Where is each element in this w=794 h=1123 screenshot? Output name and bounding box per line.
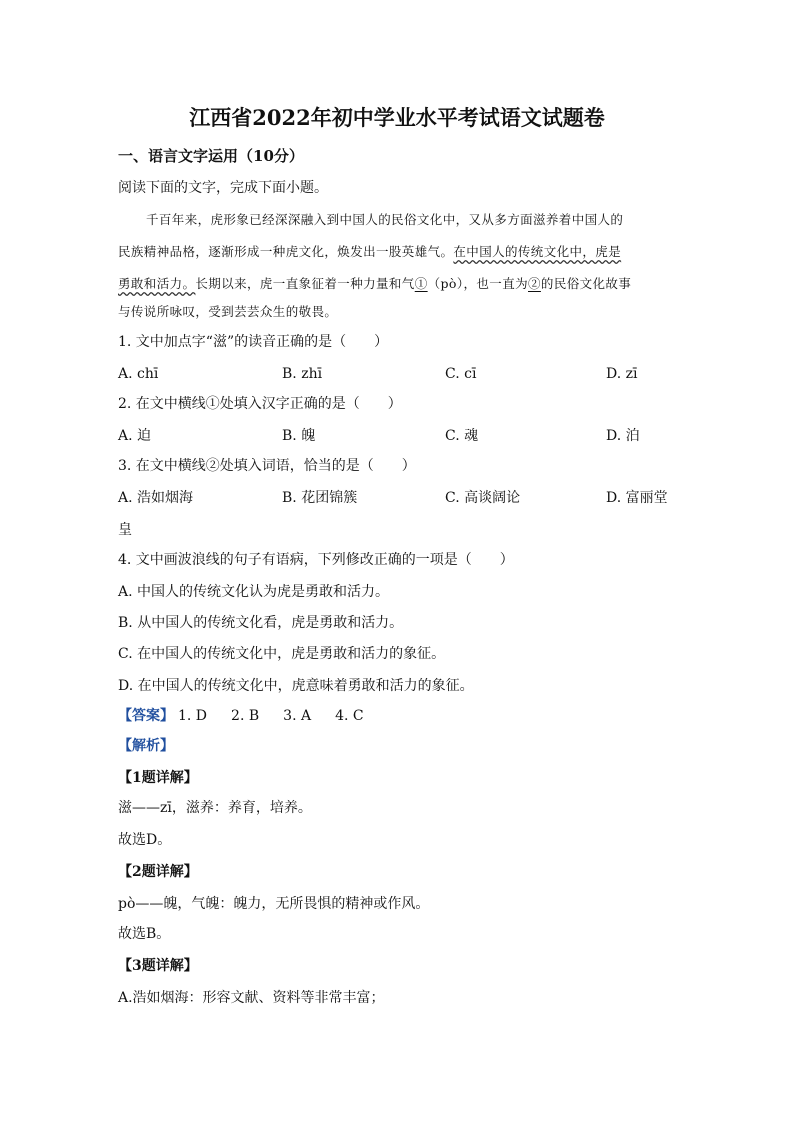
detail-1-tag: 【1题详解】 — [118, 770, 198, 786]
q1-option-a: A. chī — [118, 366, 159, 382]
passage-text: 的民俗文化故事 — [540, 276, 632, 291]
q4-option-b: B. 从中国人的传统文化看，虎是勇敢和活力。 — [118, 615, 404, 631]
wavy-sentence-part-2: 勇敢和活力。 — [118, 276, 196, 291]
detail-1-text: 滋——zī，滋养：养育，培养。 — [118, 800, 312, 816]
q3-option-a: A. 浩如烟海 — [118, 490, 194, 506]
q3-option-d-wrap: 皇 — [118, 522, 132, 538]
q2-option-b: B. 魄 — [282, 428, 316, 444]
passage-line-4: 与传说所咏叹，受到芸芸众生的敬畏。 — [118, 304, 338, 319]
answer-2: 2. B — [231, 708, 260, 724]
detail-2-choice: 故选B。 — [118, 926, 171, 942]
passage-text: 民族精神品格，逐渐形成一种虎文化，焕发出一股英雄气。 — [118, 244, 454, 259]
answer-1: 1. D — [178, 708, 208, 724]
q1-option-b: B. zhī — [282, 366, 323, 382]
detail-2-text: pò——魄，气魄：魄力，无所畏惧的精神或作风。 — [118, 896, 430, 912]
section-heading: 一、语言文字运用（10分） — [118, 147, 304, 165]
question-3-stem: 3. 在文中横线②处填入词语，恰当的是（ ） — [118, 458, 416, 474]
answer-list — [178, 708, 388, 724]
q2-option-a: A. 迫 — [118, 428, 152, 444]
answer-4: 4. C — [335, 708, 364, 724]
q4-option-a: A. 中国人的传统文化认为虎是勇敢和活力。 — [118, 584, 390, 600]
detail-1-choice: 故选D。 — [118, 832, 172, 848]
q3-option-d: D. 富丽堂 — [606, 490, 668, 506]
detail-3-text: A.浩如烟海：形容文献、资料等非常丰富； — [118, 990, 385, 1006]
detail-3-tag: 【3题详解】 — [118, 958, 198, 974]
passage-line-3 — [118, 274, 631, 294]
q1-option-c: C. cī — [445, 366, 477, 382]
blank-1: ① — [414, 276, 428, 291]
passage-line-2 — [118, 242, 621, 262]
answer-3: 3. A — [283, 708, 312, 724]
question-4-stem: 4. 文中画波浪线的句子有语病，下列修改正确的一项是（ ） — [118, 552, 514, 568]
detail-2-tag: 【2题详解】 — [118, 864, 198, 880]
q4-option-d: D. 在中国人的传统文化中，虎意味着勇敢和活力的象征。 — [118, 678, 474, 694]
question-1-stem: 1. 文中加点字“滋”的读音正确的是（ ） — [118, 334, 389, 350]
q2-option-d: D. 泊 — [606, 428, 640, 444]
passage-text: （pò），也一直为 — [427, 276, 529, 291]
q1-option-d: D. zī — [606, 366, 638, 382]
q3-option-b: B. 花团锦簇 — [282, 490, 358, 506]
passage-text: 长期以来，虎一直象征着一种力量和气 — [195, 276, 415, 291]
instruction: 阅读下面的文字，完成下面小题。 — [118, 180, 328, 196]
answer-tag: 【答案】 — [118, 708, 174, 724]
q3-option-c: C. 高谈阔论 — [445, 490, 521, 506]
answer-line — [118, 706, 388, 726]
q4-option-c: C. 在中国人的传统文化中，虎是勇敢和活力的象征。 — [118, 646, 446, 662]
page-title: 江西省2022年初中学业水平考试语文试题卷 — [189, 105, 605, 130]
passage-line-1: 千百年来，虎形象已经深深融入到中国人的民俗文化中，又从多方面滋养着中国人的 — [146, 212, 624, 227]
wavy-sentence-part-1: 在中国人的传统文化中，虎是 — [453, 244, 622, 259]
q2-option-c: C. 魂 — [445, 428, 479, 444]
question-2-stem: 2. 在文中横线①处填入汉字正确的是（ ） — [118, 396, 402, 412]
blank-2: ② — [528, 276, 541, 291]
analysis-tag: 【解析】 — [118, 738, 174, 754]
